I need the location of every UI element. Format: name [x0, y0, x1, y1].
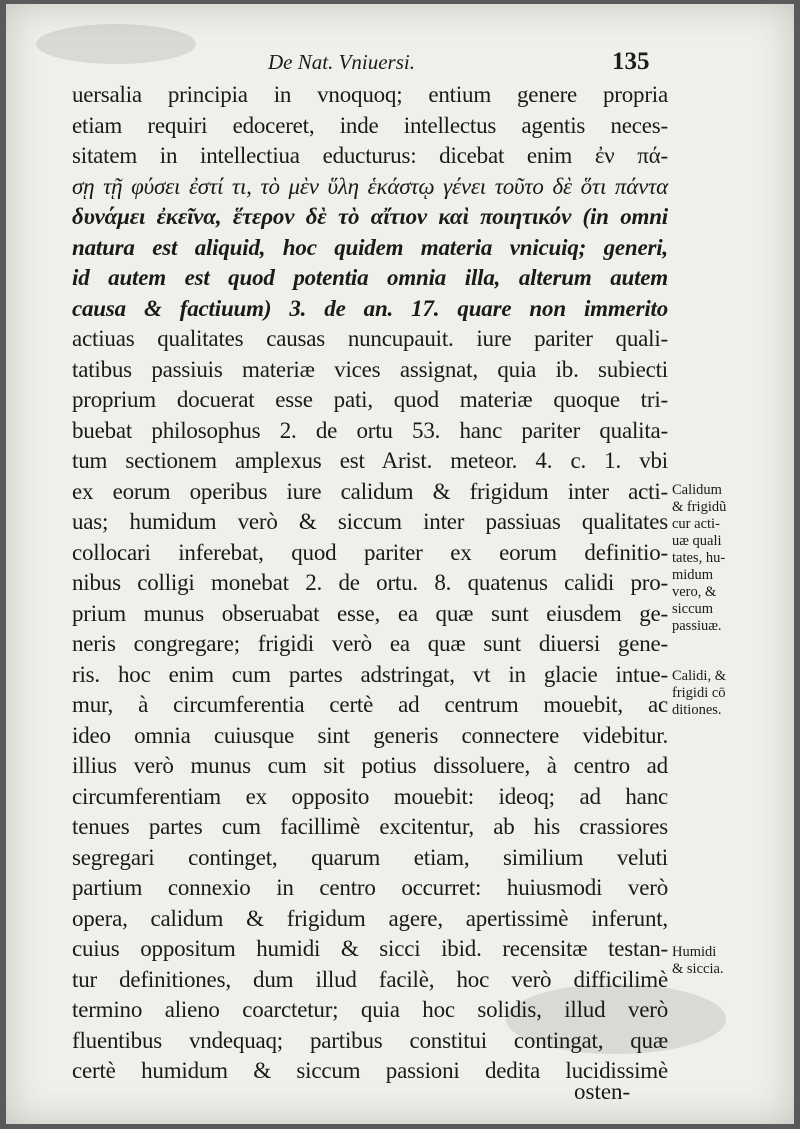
- text-line: segregari continget, quarum etiam, similium veluti: [72, 844, 668, 870]
- text-line: tur definitiones, dum illud facilè, hoc verò difficilimè: [72, 966, 668, 992]
- text-line: termino alieno coarctetur; quia hoc solidis, illud verò: [72, 997, 668, 1022]
- text-line: sitatem in intellectiua educturus: dicebat enim ἐν πά-: [72, 143, 668, 168]
- text-line: certè humidum & siccum passioni dedita lucidissimè: [72, 1058, 668, 1083]
- text-line: fluentibus vndequaq; partibus constitui contingat, quæ: [72, 1027, 668, 1053]
- paper-stain: [36, 24, 196, 64]
- text-line: σῃ τῇ φύσει ἐστί τι, τὸ μὲν ὕλη ἑκάστῳ γένει τοῦτο δὲ ὅτι πάντα: [72, 173, 668, 199]
- margin-note-line: vero, &: [672, 584, 717, 600]
- text-line: uersalia principia in vnoquoq; entium genere propria: [72, 82, 668, 107]
- text-line: prium munus obseruabat esse, ea quæ sunt eiusdem ge-: [72, 600, 668, 626]
- text-line: uas; humidum verò & siccum inter passiuas qualitates: [72, 509, 668, 534]
- margin-note-line: cur acti-: [672, 516, 720, 532]
- text-line: ex eorum operibus iure calidum & frigidum inter acti-: [72, 478, 668, 504]
- text-line: ideo omnia cuiusque sint generis connectere videbitur.: [72, 722, 668, 748]
- text-line: neris congregare; frigidi verò ea quæ sunt diuersi gene-: [72, 631, 668, 656]
- margin-note-line: & siccia.: [672, 961, 724, 977]
- text-line: tum sectionem amplexus est Arist. meteor. 4. c. 1. vbi: [72, 448, 668, 473]
- margin-note-line: frigidi cō: [672, 685, 726, 701]
- margin-note-line: tates, hu-: [672, 550, 726, 566]
- text-line: opera, calidum & frigidum agere, apertissimè inferunt,: [72, 905, 668, 931]
- margin-note: [672, 668, 792, 719]
- text-line: proprium docuerat esse pati, quod materiæ quoque tri-: [72, 387, 668, 412]
- text-line: ris. hoc enim cum partes adstringat, vt in glacie intue-: [72, 661, 668, 687]
- text-line: buebat philosophus 2. de ortu 53. hanc pariter qualita-: [72, 417, 668, 443]
- text-line: actiuas qualitates causas nuncupauit. iure pariter quali-: [72, 326, 668, 351]
- text-line: mur, à circumferentia certè ad centrum mouebit, ac: [72, 692, 668, 717]
- margin-note-line: Humidi: [672, 944, 717, 960]
- text-line: cuius oppositum humidi & sicci ibid. recensitæ testan-: [72, 936, 668, 961]
- margin-note: [672, 482, 792, 635]
- text-line: partium connexio in centro occurret: huiusmodi verò: [72, 875, 668, 900]
- book-page: [6, 4, 794, 1124]
- text-line: nibus colligi monebat 2. de ortu. 8. quatenus calidi pro-: [72, 570, 668, 595]
- catchword: osten-: [574, 1079, 631, 1104]
- text-line: causa & factiuum) 3. de an. 17. quare non immerito: [72, 295, 668, 321]
- text-line: δυνάμει ἐκεῖνα, ἕτερον δὲ τὸ αἴτιον καὶ ποιητικόν (in omni: [72, 204, 668, 229]
- margin-note-line: uæ quali: [672, 533, 722, 549]
- running-head: De Nat. Vniuersi.: [268, 50, 415, 74]
- text-line: collocari inferebat, quod pariter ex eorum definitio-: [72, 539, 668, 565]
- body-text: [72, 80, 668, 1087]
- margin-note: [672, 944, 792, 978]
- margin-note-line: ditiones.: [672, 702, 722, 718]
- margin-note-line: Calidi, &: [672, 668, 726, 684]
- margin-note-line: siccum: [672, 601, 714, 617]
- margin-note-line: Calidum: [672, 482, 722, 498]
- text-line: circumferentiam ex opposito mouebit: ideoq; ad hanc: [72, 783, 668, 809]
- text-line: natura est aliquid, hoc quidem materia vnicuiq; generi,: [72, 234, 668, 260]
- text-line: tenues partes cum facillimè excitentur, ab his crassiores: [72, 814, 668, 839]
- margin-note-line: passiuæ.: [672, 618, 722, 634]
- page-number: 135: [612, 48, 650, 75]
- margin-note-line: & frigidũ: [672, 499, 727, 515]
- text-line: id autem est quod potentia omnia illa, alterum autem: [72, 265, 668, 290]
- margin-note-line: midum: [672, 567, 714, 583]
- text-line: tatibus passiuis materiæ vices assignat, quia ib. subiecti: [72, 356, 668, 382]
- text-line: etiam requiri edoceret, inde intellectus agentis neces-: [72, 112, 668, 138]
- text-line: illius verò munus cum sit potius dissoluere, à centro ad: [72, 753, 668, 778]
